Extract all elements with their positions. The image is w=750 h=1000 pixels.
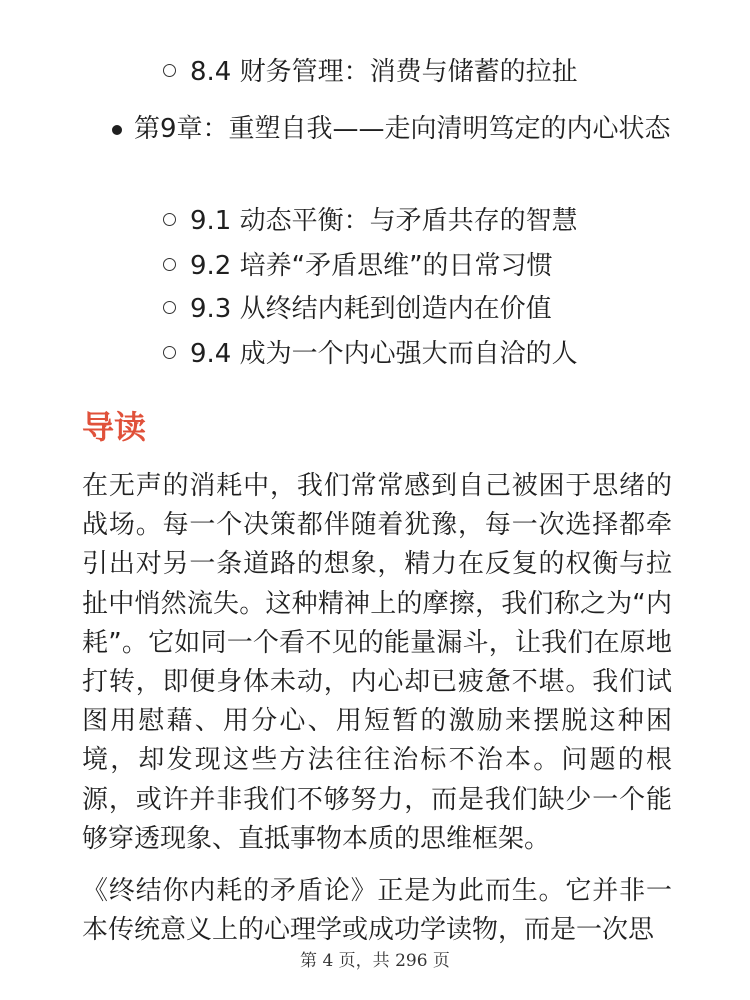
toc-chapter-9[interactable] [112,106,672,153]
intro-paragraph-1: 在无声的消耗中，我们常常感到自己被困于思绪的战场。每一个决策都伴随着犹豫，每一次选择都牵引出对另一条道路的想象，精力在反复的权衡与拉扯中悄然流失。这种精神上的摩擦，我们称之为“内耗”。它如同一个看不见的能量漏斗，让我们在原地打转，即便身体未动，内心却已疲惫不堪。我们试图用慰藉、用分心、用短暂的激励来摆脱这种困境，却发现这些方法往往治标不治本。问题的根源，或许并非我们不够努力，而是我们缺少一个能够穿透现象、直抵事物本质的思维框架。 [82,471,672,854]
toc-item-label: 8.4 财务管理：消费与储蓄的拉扯 [190,57,578,87]
toc-item-9-1[interactable] [163,201,578,241]
hollow-bullet-icon [163,301,176,314]
toc-item-9-3[interactable] [163,289,552,329]
hollow-bullet-icon [163,213,176,226]
solid-bullet-icon [112,125,122,135]
toc-item-9-2[interactable] [163,246,553,286]
section-heading-intro: 导读 [82,408,147,446]
intro-paragraph-2: 《终结你内耗的矛盾论》正是为此而生。它并非一本传统意义上的心理学或成功学读物，而是一次思 [82,876,672,946]
toc-item-label: 9.2 培养“矛盾思维”的日常习惯 [190,251,553,281]
hollow-bullet-icon [163,64,176,77]
toc-item-8-4[interactable] [163,52,578,92]
toc-item-9-4[interactable] [163,334,578,374]
toc-item-label: 9.3 从终结内耗到创造内在价值 [190,294,552,324]
toc-item-label: 9.1 动态平衡：与矛盾共存的智慧 [190,206,578,236]
toc-chapter-label: 第9章：重塑自我——走向清明笃定的内心状态 [134,114,671,144]
hollow-bullet-icon [163,258,176,271]
toc-item-label: 9.4 成为一个内心强大而自洽的人 [190,339,578,369]
hollow-bullet-icon [163,346,176,359]
page-footer: 第 4 页，共 296 页 [300,951,450,971]
